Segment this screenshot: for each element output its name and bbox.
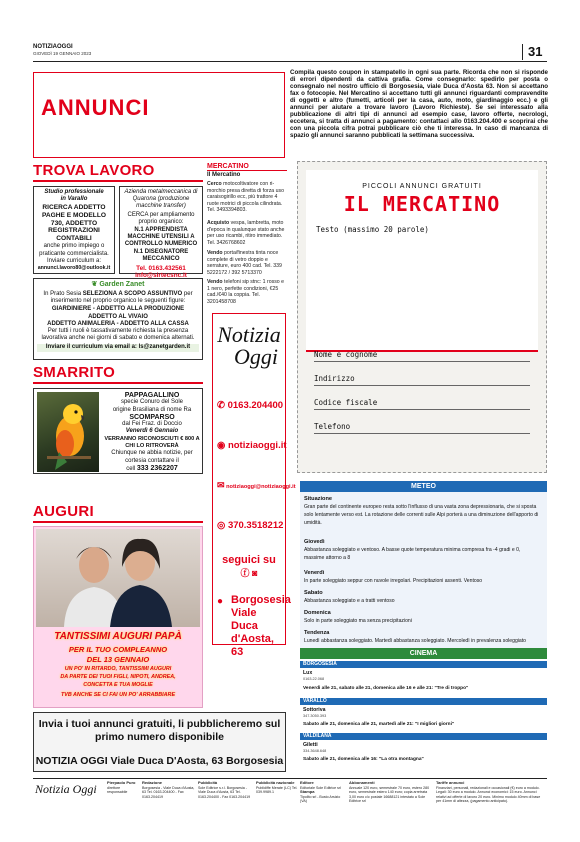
- ad3-note: Per tutti i ruoli è tassativamente richiesta la presenza lavorativa anche nei giorni di sabato e domenica alternati.: [41, 328, 195, 342]
- phone-icon: ✆: [217, 400, 225, 411]
- whatsapp-icon: ◎: [217, 520, 226, 531]
- cinema-city: BORGOSESIA: [300, 661, 547, 668]
- notizia-logo: [213, 324, 285, 368]
- coupon-field-phone[interactable]: Telefono: [314, 422, 530, 434]
- ad1-contact-label: Inviare curriculum a:: [46, 257, 102, 264]
- parrot-photo: [37, 392, 99, 472]
- meteo-day-text: Lunedì abbastanza soleggiato. Martedì abbastanza soleggiato. Mercoledì in prevalenza soleggiato: [304, 638, 527, 644]
- footer-col-text: Tipolito srl - Busto Arsizio (VA): [300, 794, 341, 804]
- job-ad-studio: [33, 186, 115, 274]
- cinema-name: Sottoriva: [303, 707, 326, 713]
- mercatino-item: [207, 220, 287, 246]
- job-ad-metalmeccanica: [119, 186, 203, 280]
- ad1-line: in Varallo: [60, 196, 88, 203]
- footer-col-title: Pubblicità nazionale: [256, 780, 295, 785]
- ad3-intro-pre: In Prato Sesia: [43, 291, 83, 297]
- mercatino-item-label: Cerco: [207, 181, 222, 187]
- smarrito-text: [102, 392, 202, 473]
- auguri-line3: DEL 13 GENNAIO: [86, 655, 150, 664]
- meteo-day-text: In parte soleggiato seppur con nuvole irregolari. Precipitazioni assenti. Ventoso: [304, 578, 483, 584]
- coupon-field-name[interactable]: Nome e cognome: [314, 350, 530, 362]
- meteo-title: METEO: [300, 481, 547, 492]
- meteo-day-label: Domenica: [304, 610, 331, 616]
- garden-logo-text: Garden Zanet: [99, 281, 145, 288]
- mercatino-item: [207, 181, 287, 214]
- footer-col: [349, 781, 433, 804]
- ad1-line: Studio professionale: [44, 189, 104, 195]
- ad3-intro-bold: SELEZIONA A SCOPO ASSUNTIVO: [82, 291, 183, 297]
- meteo-day-label: Venerdì: [304, 570, 325, 576]
- header-rule: [33, 61, 547, 62]
- auguri-line4: UN PO' IN RITARDO, TANTISSIMI AUGURI: [64, 666, 172, 672]
- auguri-line5: DA PARTE DEI TUOI FIGLI, NIPOTI, ANDREA,: [60, 674, 176, 680]
- footer-col: [256, 781, 298, 795]
- auguri-title: AUGURI: [33, 503, 94, 520]
- cinema-tel: 0163.22.068: [303, 677, 325, 681]
- page-number: 31: [528, 44, 543, 59]
- cinema-show: Venerdì alle 21, sabato alle 21, domenica alle 16 e alle 21: "Tre di troppo": [303, 686, 469, 691]
- cinema-tel: 334.3648.648: [303, 749, 327, 753]
- cinema-show: Sabato alle 21, domenica alle 16: "La otra montagna": [303, 757, 424, 762]
- mercatino-item-text: vespa, lambretta, moto d'epoca in qualunque stato anche per uso ricambi, ritiro immediato. Tel. 3426768602: [207, 220, 285, 246]
- coupon-small-title: PICCOLI ANNUNCI GRATUITI: [362, 183, 482, 190]
- coupon-field-address[interactable]: Indirizzo: [314, 374, 530, 386]
- footer-rule: [33, 778, 547, 779]
- location-pin-icon: ●: [217, 596, 224, 607]
- notizia-oggi-ad: [212, 313, 296, 658]
- mercatino-coupon: [297, 161, 547, 473]
- mercatino-title: MERCATINO: [207, 163, 249, 170]
- ad2-phone: Tel. 0163.432561: [136, 265, 186, 273]
- family-photo-illustration: [36, 529, 200, 627]
- cinema-city: VALDILANA: [300, 733, 547, 740]
- auguri-rule: [33, 521, 203, 523]
- smarrito-line4: Chiunque ne abbia notizie, per cortesia contattare il: [111, 450, 193, 464]
- footer-col-title: Editore: [300, 780, 314, 785]
- meteo-day-text: Abbastanza soleggiato e a tratti ventoso: [304, 598, 395, 604]
- notizia-email[interactable]: [217, 480, 296, 491]
- notizia-social: [213, 554, 285, 580]
- leaf-icon: ❦: [91, 281, 98, 288]
- cinema-tel: 347.3050.393: [303, 714, 327, 718]
- garden-logo: [37, 281, 199, 289]
- cinema-name: Lux: [303, 670, 313, 676]
- cinema-title: CINEMA: [300, 648, 547, 659]
- footer-col: [436, 781, 546, 804]
- footer-col-title: Abbonamenti: [349, 780, 375, 785]
- footer-logo: Notizia Oggi: [35, 782, 97, 796]
- footer-col-title: Tariffe annunci: [436, 780, 465, 785]
- ad3-intro-post: per inserimento nel proprio organico le seguenti figure:: [50, 291, 193, 305]
- header-divider: [522, 44, 523, 60]
- footer-col-title: Pubblicità: [198, 780, 218, 785]
- mercatino-item: [207, 279, 287, 305]
- smarrito-line1: specie Conuro del Sole: [120, 399, 184, 406]
- smarrito-line2: origine Brasiliana di nome Ra: [112, 406, 192, 413]
- ad2-headline-2: N.1 DISEGNATORE MECCANICO: [133, 248, 189, 262]
- notizia-phone-number: 0163.204400: [227, 400, 284, 411]
- smarrito-date: Venerdì 6 Gennaio: [125, 428, 179, 435]
- smarrito-ad: [33, 388, 203, 474]
- notizia-social-label: seguici su: [222, 554, 276, 566]
- social-icons[interactable]: [213, 567, 285, 580]
- trova-lavoro-title: TROVA LAVORO: [33, 162, 155, 179]
- coupon-text-label: Testo (massimo 20 parole): [316, 225, 429, 234]
- smarrito-line3: dal Fei Fraz. di Doccio: [122, 421, 182, 428]
- footer-col-text: Publidiffe Merate (LC) Tel. 039.9989.1: [256, 785, 298, 795]
- notizia-web-url: notiziaoggi.it: [227, 440, 287, 451]
- paper-name: NOTIZIAOGGI: [33, 44, 73, 50]
- auguri-photo: [36, 529, 200, 627]
- meteo-situation: Gran parte del continente europeo resta sotto l'influsso di una vasta zona depressionaria, che si sposta solo lentamente verso est. La rotazione delle correnti sulle Alpi porterà a una diminuzione dell'apporto di umidità.: [304, 504, 539, 526]
- footer-col: [142, 781, 196, 799]
- ad2-email: info@sirtecsnc.it: [135, 272, 187, 280]
- mercatino-item-label: Vendo: [207, 279, 223, 285]
- ad2-line: Azienda metalmeccanica di Quarona (produzione macchine transfer): [124, 189, 198, 210]
- invia-banner: [33, 712, 286, 772]
- auguri-line7: TVB ANCHE SE CI FAI UN PO' ARRABBIARE: [60, 692, 176, 698]
- annunci-intro: Compila questo coupon in stampatello in ogni sua parte. Ricorda che non si risponde di errori dipendenti da cattiva grafia. Come consegnarlo: spedirlo per posta o consegnalo nel nostro ufficio di Borgosesia, viale Duca d'Aosta 63. Non si accettano fax o fotocopie. Nel Mercatino si accettano tutti gli annunci riguardanti compravendite di oggetti e altro (fumetti, articoli per la casa, auto, moto, giardinaggio ecc.) e gli annunci per aiutare a trovare lavoro (Lavoro Richieste). Se sei interessato alla pubblicazione di altri tipi di annunci ad esempio case, lavoro offerte, necrologi, eccetera, si tratta di annunci a pagamento: contattaci allo 0163.204.400 e scoprirai che con una piccola cifra potrai pubblicare ciò che ti interessa. In caso di mancanza di spazio gli annunci saranno pubblicati la settimana successiva.: [290, 69, 548, 139]
- meteo-day-text: Abbastanza soleggiato e ventoso. A basse quote temperatura minima compresa fra -4 gradi e 0, massime attorno a 8: [304, 547, 521, 561]
- annunci-title: ANNUNCI: [41, 95, 150, 120]
- job-ad-garden: [33, 278, 203, 360]
- footer-col: [198, 781, 254, 799]
- footer-col-text: Editoriale Sole Editrice srl: [300, 785, 341, 790]
- footer-col-text: Finanziari, personali, redazionali e occasionali (€) euro a modulo. Legali: 30 euro a modulo. Annunci economici: 15 euro. Annunci relativi ad offerte di lavoro 20 euro. Minimo modulo 40mm di base per 41mm di altezza, (pagamento anticipato).: [436, 785, 541, 804]
- coupon-field-fiscal-code[interactable]: Codice fiscale: [314, 398, 530, 410]
- cinema-name: Giletti: [303, 742, 318, 748]
- mercatino-item: [207, 250, 287, 276]
- ad3-roles-1: GIARDINIERE - ADDETTO ALLA PRODUZIONE ADDETTO AL VIVAIO: [51, 306, 185, 320]
- meteo-day-text: Solo in parte soleggiato ma senza precipitazioni: [304, 618, 412, 624]
- footer-col-title: Redazione: [142, 780, 163, 785]
- smarrito-rule: [33, 382, 203, 384]
- ad2-headline-1: N.1 APPRENDISTA MACCHINE UTENSILI A CONTROLLO NUMERICO: [124, 227, 198, 248]
- smarrito-title: SMARRITO: [33, 364, 116, 381]
- meteo-day-label: Giovedì: [304, 539, 325, 545]
- invia-line2: NOTIZIA OGGI Viale Duca D'Aosta, 63 Borgosesia: [35, 755, 284, 767]
- notizia-web[interactable]: [217, 440, 287, 451]
- invia-line1: Invia i tuoi annunci gratuiti, li pubblicheremo sul primo numero disponibile: [38, 718, 281, 743]
- smarrito-reward: VERRANNO RICONOSCIUTI € 800 A CHI LO RITROVERÀ: [104, 435, 200, 450]
- ad2-body: CERCA per ampliamento proprio organico:: [127, 211, 195, 225]
- auguri-ad: [33, 526, 203, 708]
- mercatino-rule: [207, 170, 287, 171]
- notizia-phone[interactable]: [217, 400, 283, 411]
- auguri-line2: PER IL TUO COMPLEANNO: [68, 645, 168, 654]
- smarrito-status: SCOMPARSO: [129, 413, 175, 421]
- mercatino-subtitle: Il Mercatino: [207, 172, 241, 178]
- meteo-day-label: Sabato: [304, 590, 323, 596]
- auguri-line6: CONCETTA E TUA MOGLIE: [83, 682, 153, 688]
- mercatino-item-label: Vendo: [207, 250, 223, 256]
- mail-icon: ✉: [217, 480, 225, 490]
- ad1-body: anche primo impiego o praticante commercialista.: [39, 243, 109, 257]
- coupon-big-title: IL MERCATINO: [343, 192, 501, 216]
- globe-icon: ◉: [217, 440, 226, 451]
- facebook-icon[interactable]: ⓕ: [240, 568, 250, 578]
- footer-col-text: Sole Editrice s.r.l. Borgosesia - Viale Duca d'Aosta, 63 Tel. 0163.204400 - Fax 0163.204419: [198, 785, 251, 799]
- mercatino-item-text: telefoni sip stnc: 1 rosso e 1 nero, perfette condizioni, €25 cad./€40 la coppia. Tel. 3201458708: [207, 279, 284, 305]
- notizia-logo-line2: Oggi: [234, 344, 278, 369]
- auguri-line1: TANTISSIMI AUGURI PAPÀ: [54, 631, 182, 642]
- meteo-situation-label: Situazione: [304, 496, 332, 502]
- footer-col: [107, 781, 141, 795]
- annunci-banner: [33, 72, 285, 158]
- notizia-address: Borgosesia Viale Duca d'Aosta, 63: [231, 594, 291, 658]
- smarrito-phone[interactable]: [102, 465, 202, 473]
- parrot-illustration: [37, 392, 99, 472]
- issue-date: GIOVEDÌ 19 GENNAIO 2023: [33, 51, 92, 56]
- instagram-icon[interactable]: ◙: [252, 568, 258, 578]
- meteo-day-label: Tendenza: [304, 630, 330, 636]
- ad1-contact: annunci.lavoro80@outlook.it: [37, 264, 111, 271]
- notizia-logo-line1: Notizia: [217, 322, 281, 347]
- mercatino-item-label: Acquisto: [207, 220, 230, 226]
- notizia-email-address: notiziaoggi@notiziaoggi.it: [226, 484, 296, 490]
- cinema-show: Sabato alle 21, domenica alle 21, martedì alle 21: "I migliori giorni": [303, 722, 455, 727]
- smarrito-phone-prefix: cell: [126, 465, 136, 472]
- footer-col-text: Borgosesia - Viale Duca d'Aosta, 63 Tel. 0163.204400 - Fax 0163.204419: [142, 785, 195, 799]
- footer-col-title: Pierpaolo Puro: [107, 780, 136, 785]
- coupon-header: [306, 170, 538, 352]
- notizia-whatsapp[interactable]: [217, 520, 283, 531]
- mercatino-item-text: motocoltivatore con ri-morchio presa diretta di forza uso caraisogirillo ecc, più trattore 4 ruote motrici di piccola cilindrata. Tel. 3493394803.: [207, 181, 284, 213]
- footer-col-title: Stampa: [300, 789, 315, 795]
- footer-col: [300, 781, 346, 804]
- ad3-contact: Inviare il curriculum via email a: ls@zanetgarden.it: [37, 344, 199, 351]
- smarrito-phone-number: 333 2362207: [136, 464, 178, 472]
- mercatino-item-text: porta/finestra tinta noce complete di vetro doppio e serrature, euro 400 cad. Tel. 339 5222172 / 392 5713370: [207, 250, 282, 276]
- trova-lavoro-rule: [33, 180, 203, 182]
- meteo-panel: [300, 492, 547, 648]
- ad1-headline: RICERCA ADDETTO PAGHE E MODELLO 730, ADDETTO REGISTRAZIONI CONTABILI: [42, 204, 106, 242]
- ad3-roles-2: ADDETTO ANIMALERIA - ADDETTO ALLA CASSA: [47, 320, 189, 327]
- smarrito-name: PAPPAGALLINO: [124, 392, 180, 399]
- footer-col-text: Annuale 120 euro, semestrale 70 euro, estero 280 euro, semestrale estero 140 euro; copia arretrata 3,00 euro c/c postale 16688121 intestato a Sole Editrice srl: [349, 785, 430, 804]
- cinema-city: VARALLO: [300, 698, 547, 705]
- footer-col-text: direttore responsabile: [107, 785, 128, 795]
- ad3-intro: [37, 291, 199, 305]
- notizia-whatsapp-number: 370.3518212: [227, 520, 284, 531]
